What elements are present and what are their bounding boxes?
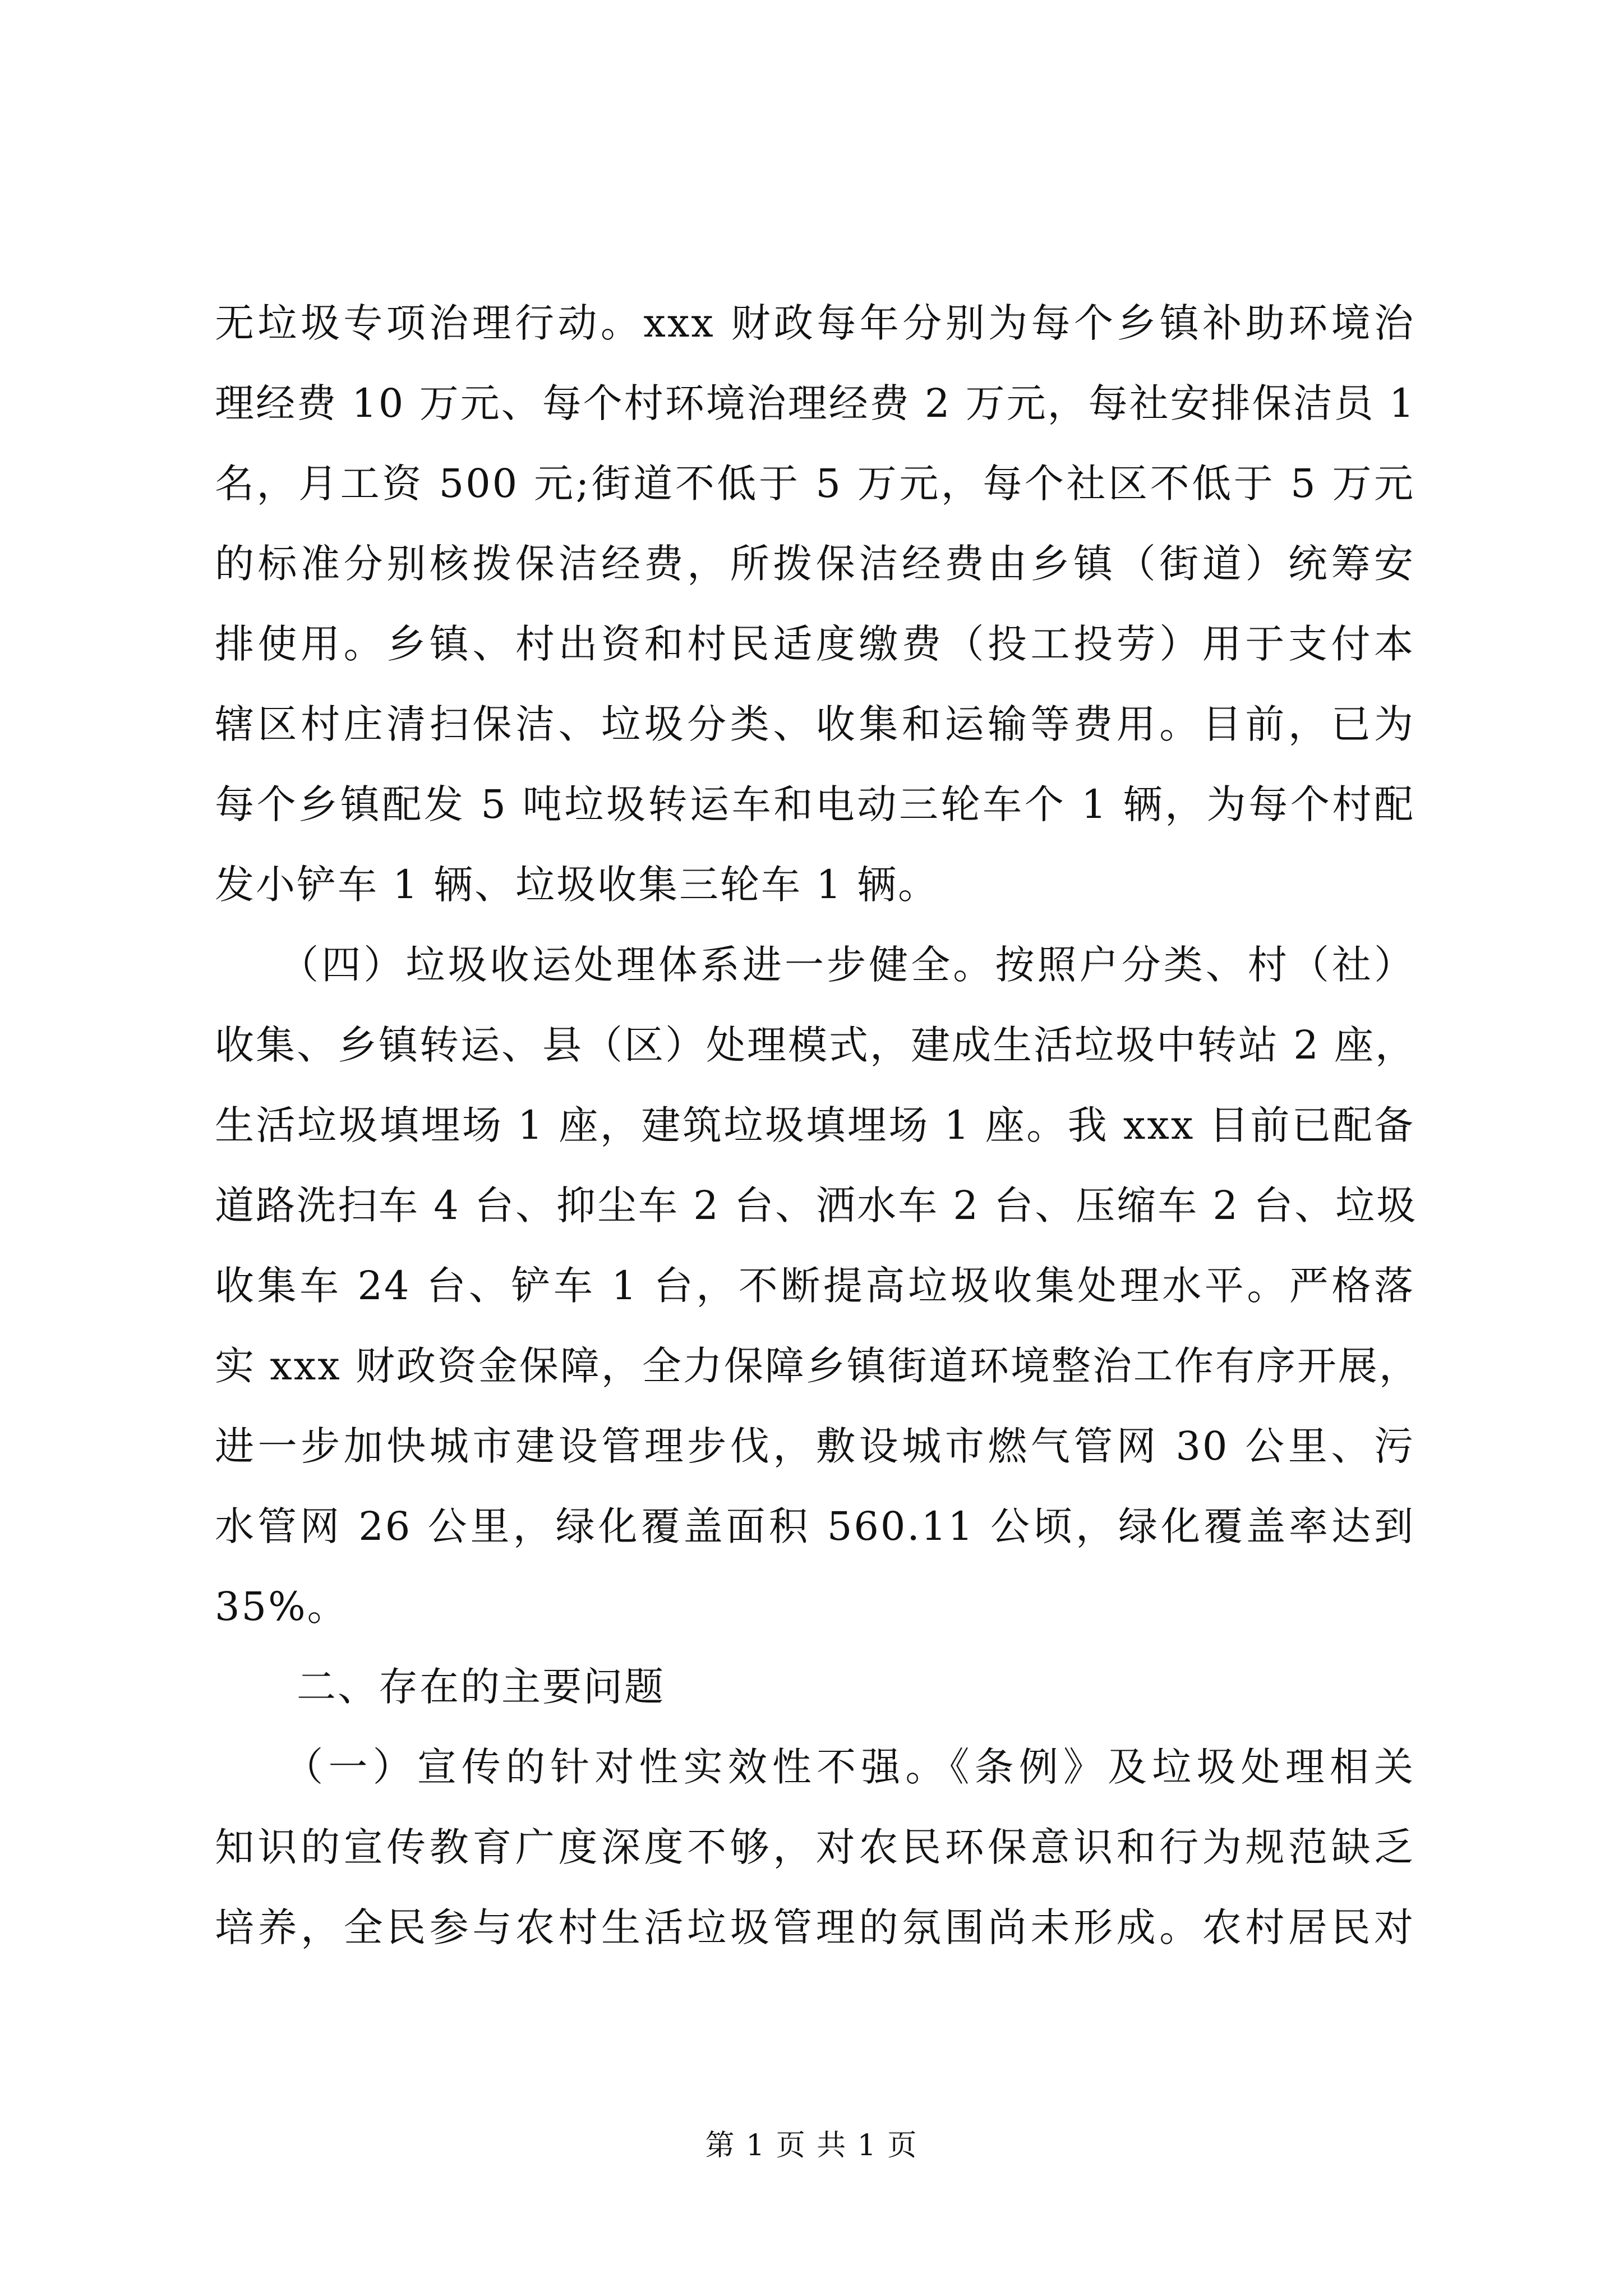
text-line: 实 xxx 财政资金保障，全力保障乡镇街道环境整治工作有序开展， [215,1343,1420,1389]
text-line: 每个乡镇配发 5 吨垃圾转运车和电动三轮车个 1 辆，为每个村配 [215,781,1415,827]
text-line: 水管网 26 公里，绿化覆盖面积 560.11 公顷，绿化覆盖率达到 [215,1503,1415,1549]
text-line: 发小铲车 1 辆、垃圾收集三轮车 1 辆。 [215,862,939,908]
text-line: 辖区村庄清扫保洁、垃圾分类、收集和运输等费用。目前，已为 [215,701,1415,747]
text-line: 道路洗扫车 4 台、抑尘车 2 台、洒水车 2 台、压缩车 2 台、垃圾 [215,1182,1418,1228]
text-line: 排使用。乡镇、村出资和村民适度缴费（投工投劳）用于支付本 [215,621,1415,667]
text-line: 培养，全民参与农村生活垃圾管理的氛围尚未形成。农村居民对 [215,1904,1415,1950]
text-line: 生活垃圾填埋场 1 座，建筑垃圾填埋场 1 座。我 xxx 目前已配备 [215,1102,1415,1148]
text-line: 35%。 [215,1584,348,1630]
text-line: 收集、乡镇转运、县（区）处理模式，建成生活垃圾中转站 2 座， [215,1022,1417,1068]
text-line: 收集车 24 台、铲车 1 台，不断提高垃圾收集处理水平。严格落 [215,1263,1415,1309]
text-line: 进一步加快城市建设管理步伐，敷设城市燃气管网 30 公里、污 [215,1423,1415,1469]
text-line: 知识的宣传教育广度深度不够，对农民环保意识和行为规范缺乏 [215,1824,1415,1870]
section-heading: 二、存在的主要问题 [215,1664,665,1710]
text-line: 无垃圾专项治理行动。xxx 财政每年分别为每个乡镇补助环境治 [215,300,1415,346]
document-body [215,283,1420,1968]
text-line: 的标准分别核拨保洁经费，所拨保洁经费由乡镇（街道）统筹安 [215,541,1415,587]
page-number-footer: 第 1 页 共 1 页 [705,2129,918,2162]
text-line: 名，月工资 500 元;街道不低于 5 万元，每个社区不低于 5 万元 [215,461,1415,507]
text-line: （四）垃圾收运处理体系进一步健全。按照户分类、村（社） [215,942,1415,988]
text-line: 理经费 10 万元、每个村环境治理经费 2 万元，每社安排保洁员 1 [215,380,1416,426]
text-line: （一）宣传的针对性实效性不强。《条例》及垃圾处理相关 [215,1744,1415,1790]
